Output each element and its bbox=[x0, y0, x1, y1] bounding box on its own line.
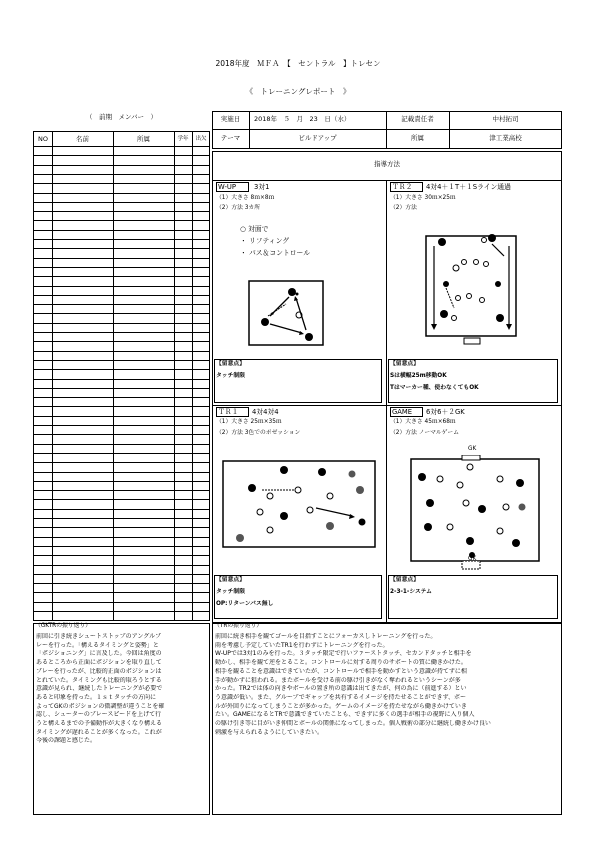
tr-review-line: W-UPでは3対1のみを行った。３タッチ限定で行いファーストタッチ、セカンドタッチと相手を bbox=[215, 650, 472, 658]
gk-review-line: プレーを行ったが、比較的正面のポジションは bbox=[36, 667, 162, 675]
col-header-name: 名前 bbox=[76, 135, 89, 143]
tr-review-line: 動かし、相手を観て逆をとること。コントロールに対する周りのサポートの質に働きかけた。 bbox=[215, 659, 467, 667]
tr2-name: 4対4＋１T＋１Sライン通過 bbox=[426, 183, 511, 191]
info-col-divider bbox=[249, 111, 250, 149]
table-row bbox=[34, 313, 209, 314]
info-row-divider bbox=[212, 129, 562, 130]
ball bbox=[296, 293, 299, 296]
tr-review-line: 相手を観ることを意識はできていたが、コントロールで相手を動かすという意識が持てずに相 bbox=[215, 667, 467, 675]
roster-section-label: （ 前期 メンバー ） bbox=[85, 113, 158, 121]
recorder-label: 記載責任者 bbox=[401, 115, 434, 123]
table-row bbox=[34, 258, 209, 259]
game-tag: GAME bbox=[392, 408, 413, 416]
table-row bbox=[34, 555, 209, 556]
tr-review-line: たい。GAMEになるとTRで意識できていたことも、できずに多くの選手が相手の視野に入り個人 bbox=[215, 711, 475, 719]
player-dark bbox=[305, 333, 313, 341]
table-row bbox=[34, 546, 209, 547]
table-row bbox=[34, 397, 209, 398]
table-row bbox=[34, 444, 209, 445]
tr1-method: （2）方法 3色でのポゼッション bbox=[216, 430, 301, 436]
table-row bbox=[34, 574, 209, 575]
tr1-name: 4対4対4 bbox=[252, 408, 279, 416]
tr-review-line: 刺激を与えられるようにしていきたい。 bbox=[215, 728, 324, 736]
tr1-note-1: タッチ制限 bbox=[216, 589, 245, 595]
table-row bbox=[34, 527, 209, 528]
wup-name: 3対1 bbox=[254, 183, 270, 191]
col-header-no: NO bbox=[38, 135, 48, 143]
table-row bbox=[34, 620, 209, 621]
tr-review-line: う意識が低い。また、グループでギャップを共有するイメージを持たせることができず、ボー bbox=[215, 693, 467, 701]
wup-bullet-3: ・ パス＆コントロール bbox=[240, 249, 310, 257]
gk-review-line: 前回に引き続きシュートストップのアングルプ bbox=[36, 633, 162, 640]
col-header-team: 所属 bbox=[137, 135, 150, 143]
table-row bbox=[34, 518, 209, 519]
table-row bbox=[34, 323, 209, 324]
table-row bbox=[34, 602, 209, 603]
table-row bbox=[34, 202, 209, 203]
table-row bbox=[34, 174, 209, 175]
game-name: 6対6＋２GK bbox=[426, 408, 465, 416]
table-row bbox=[34, 565, 209, 566]
table-row bbox=[34, 434, 209, 435]
gk-review-line: うと構えるまでの予備動作が大きくなり構える bbox=[36, 720, 163, 728]
affiliation-label: 所属 bbox=[411, 134, 424, 142]
tr2-note-1: Sは横幅25m移動OK bbox=[390, 373, 447, 379]
tr1-size: （1）大きさ 25ｍ×35ｍ bbox=[216, 419, 282, 425]
gk-bottom-label: GK bbox=[468, 556, 477, 562]
wup-tag: W-UP bbox=[218, 183, 236, 191]
table-row bbox=[34, 351, 209, 352]
table-row bbox=[34, 165, 209, 166]
tr-review-line: ルが外回りになってしまうことが多かった。ゲームのイメージを持たせながら働きかけていき bbox=[215, 702, 467, 710]
table-row bbox=[34, 499, 209, 500]
date-value: 2018年 ５ 月 23 日（水） bbox=[254, 115, 351, 123]
table-row bbox=[34, 295, 209, 296]
tr1-tag: ＴＲ１ bbox=[218, 408, 239, 416]
gk-review-line: あると印象を持った。１ｓｔタッチの方向に bbox=[36, 693, 157, 701]
table-row bbox=[34, 341, 209, 342]
table-row bbox=[34, 239, 209, 240]
theme-label: テーマ bbox=[220, 134, 241, 142]
table-row bbox=[34, 509, 209, 510]
gk-review-line: 今後の課題と感じた。 bbox=[36, 737, 97, 745]
tr2-size: （1）大きさ 30ｍ×25ｍ bbox=[390, 195, 456, 201]
game-size: （1）大きさ 45ｍ×68ｍ bbox=[390, 419, 456, 425]
table-row bbox=[34, 304, 209, 305]
tr2-note-2: Tはマーカー種、使わなくてもOK bbox=[390, 385, 479, 391]
table-row bbox=[34, 146, 209, 147]
tr1-note-2: OP:リターンパス無し bbox=[216, 601, 274, 607]
gk-review-text bbox=[36, 633, 208, 746]
wup-diagram bbox=[248, 280, 324, 346]
date-label: 実施日 bbox=[220, 115, 241, 123]
guidance-row-divider bbox=[212, 405, 562, 406]
gk-review-line: とれていた。タイミングも比較的取ろうとする bbox=[36, 676, 162, 684]
table-row bbox=[34, 379, 209, 380]
gk-review-line: 「ポジショニング」に言及した。今回は角度の bbox=[36, 650, 162, 658]
table-row bbox=[34, 220, 209, 221]
tr1-note-head: 【留意点】 bbox=[216, 577, 245, 583]
tr-review-line: 前回に続き相手を観てゴールを目指すことにフォーカスしトレーニングを行った。 bbox=[215, 633, 437, 640]
recorder-value: 中村拓司 bbox=[492, 115, 519, 123]
col-header-grade: 学年 bbox=[177, 136, 189, 142]
wup-method: （2）方法 3カ所 bbox=[216, 205, 261, 211]
theme-value: ビルドアップ bbox=[298, 134, 337, 142]
gk-review-line: あるところから正面にポジションを取り直して bbox=[36, 659, 162, 667]
gk-review-line: よってGKのポジションの微調整が違うことを確 bbox=[36, 702, 165, 710]
tr1-diagram bbox=[222, 460, 376, 548]
table-row bbox=[34, 462, 209, 463]
table-row bbox=[34, 472, 209, 473]
table-row bbox=[34, 453, 209, 454]
tr-review-line: 雨を考慮し予定していたTR1を行わずにトレーニングを行った。 bbox=[215, 641, 389, 649]
gk-top-label: GK bbox=[468, 446, 477, 452]
gk-review-line: レーを行った。「構えるタイミングと姿勢」と bbox=[36, 641, 159, 649]
col-header-attend: 出欠 bbox=[195, 136, 207, 142]
wup-note-1: タッチ制限 bbox=[216, 373, 245, 379]
table-row bbox=[34, 369, 209, 370]
table-row bbox=[34, 583, 209, 584]
table-row bbox=[34, 425, 209, 426]
gk-review-line: タイミングが遅れることが多くなった。これが bbox=[36, 728, 162, 736]
table-row bbox=[34, 611, 209, 612]
table-row bbox=[34, 267, 209, 268]
guidance-col-divider bbox=[386, 180, 387, 623]
table-row bbox=[34, 406, 209, 407]
table-row bbox=[34, 230, 209, 231]
tr-review-text bbox=[215, 633, 560, 737]
table-row bbox=[34, 183, 209, 184]
game-method: （2）方法 ノーマルゲーム bbox=[390, 430, 460, 436]
wup-bullet-1: ○ 対面で bbox=[240, 225, 269, 233]
roster-table bbox=[33, 131, 210, 621]
tr-review-line: の駆け引き等に目がいき仲間とボールの関係になってしまった。個人戦術の部分に継続し働きかけ良い bbox=[215, 720, 491, 728]
table-row bbox=[34, 416, 209, 417]
tr-review-heading: （TRの振り返り） bbox=[214, 623, 263, 629]
table-row bbox=[34, 537, 209, 538]
guidance-header-divider bbox=[212, 180, 562, 181]
game-note-head: 【留意点】 bbox=[390, 577, 419, 583]
table-row bbox=[34, 193, 209, 194]
wup-size: （1）大きさ 8ｍ×8ｍ bbox=[216, 195, 275, 201]
wup-bullet-2: ・ リフティング bbox=[240, 237, 290, 245]
tr-review-line: 手が動かずに狙われる。またボールを受ける前の駆け引きがなく奪われるというシーンが多 bbox=[215, 676, 461, 684]
table-row bbox=[34, 286, 209, 287]
wup-note-head: 【留意点】 bbox=[216, 361, 245, 367]
player-dark bbox=[261, 318, 269, 326]
table-row bbox=[34, 360, 209, 361]
player-dark bbox=[288, 288, 296, 296]
gk-review-line: 意識が見られ、継続したトレーニングが必要で bbox=[36, 685, 163, 693]
table-row bbox=[34, 248, 209, 249]
tr-review-line: かった。TR2では体の向きやボールの置き所の意識は出てきたが、何の為に（前進する）とい bbox=[215, 685, 467, 693]
table-row bbox=[34, 592, 209, 593]
gk-review-heading: （GKTRの振り返り） bbox=[35, 623, 91, 629]
tr2-note-head: 【留意点】 bbox=[390, 361, 419, 367]
tr2-method: （2）方法 bbox=[390, 205, 417, 211]
game-note-1: 2-3-1-システム bbox=[390, 589, 432, 595]
guidance-label: 指導方法 bbox=[374, 160, 400, 168]
tr2-diagram bbox=[424, 228, 520, 348]
tr2-tag: ＴＲ２ bbox=[392, 183, 413, 191]
report-subtitle: 《 トレーニングレポート 》 bbox=[245, 87, 351, 96]
table-row bbox=[34, 211, 209, 212]
affiliation-value: 津工業高校 bbox=[489, 134, 522, 142]
table-row bbox=[34, 388, 209, 389]
table-row bbox=[34, 276, 209, 277]
gk-review-line: 認し、シューターのプレースピードを上げて行 bbox=[36, 711, 162, 719]
table-row bbox=[34, 155, 209, 156]
table-row bbox=[34, 332, 209, 333]
table-row bbox=[34, 481, 209, 482]
table-row bbox=[34, 490, 209, 491]
report-title: 2018年度 ＭＦＡ 【 セントラル 】トレセン bbox=[215, 59, 381, 68]
